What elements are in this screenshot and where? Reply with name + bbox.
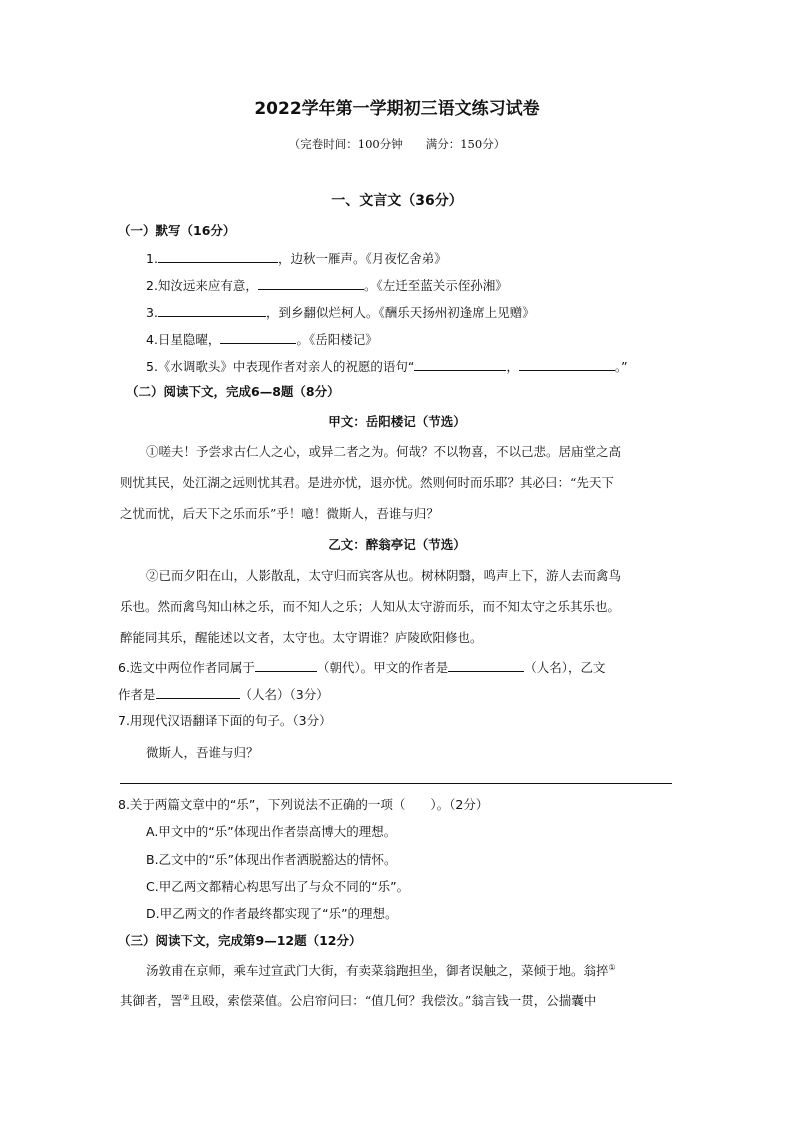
answer-blank[interactable]	[220, 330, 296, 344]
question-1	[146, 249, 447, 268]
passage-line	[120, 992, 596, 1010]
question-7: 7.用现代汉语翻译下面的句子。（3分）	[118, 713, 332, 728]
question-6-text: 作者是	[118, 687, 156, 702]
question-5-text: 5.《水调歌头》中表现作者对亲人的祝愿的语句“	[146, 359, 415, 374]
question-6-text: （人名）（3分）	[239, 687, 329, 702]
question-6-text: （朝代）。甲文的作者是	[316, 660, 449, 675]
exam-info: （完卷时间：100分钟 满分：150分）	[288, 137, 506, 151]
option-d: D.甲乙两文的作者最终都实现了“乐”的理想。	[146, 906, 398, 921]
answer-blank[interactable]	[519, 357, 615, 371]
answer-blank[interactable]	[258, 276, 364, 290]
question-5	[146, 357, 628, 376]
part1-heading: （一）默写（16分）	[118, 223, 236, 238]
option-a: A.甲文中的“乐”体现出作者崇高博大的理想。	[146, 824, 397, 839]
answer-blank[interactable]	[158, 249, 278, 263]
question-4-text: 4.日星隐曜，	[146, 332, 221, 347]
question-6	[118, 658, 605, 677]
passage-text: 且殴，索偿菜值。公启帘问曰：“值几何？我偿汝。”翁言钱一贯，公揣囊中	[189, 993, 597, 1008]
question-4	[146, 330, 378, 349]
question-1-text: ，边秋一雁声。《月夜忆舍弟》	[277, 251, 447, 266]
answer-blank[interactable]	[448, 658, 524, 672]
footnote-marker: ②	[182, 992, 190, 1002]
question-1-number: 1.	[146, 251, 158, 266]
question-6-text: 6.选文中两位作者同属于	[118, 660, 255, 675]
text-yi-line: 乐也。然而禽鸟知山林之乐，而不知人之乐；人知从太守游而乐，而不知太守之乐其乐也。	[120, 599, 621, 614]
answer-line[interactable]	[120, 783, 672, 784]
question-3	[146, 303, 535, 322]
question-6-text: （人名），乙文	[524, 660, 606, 675]
answer-blank[interactable]	[156, 685, 240, 699]
text-yi-line: 醉能同其乐，醒能述以文者，太守也。太守谓谁？庐陵欧阳修也。	[120, 630, 483, 645]
part3-heading: （三）阅读下文，完成第9—12题（12分）	[118, 933, 362, 948]
section-heading: 一、文言文（36分）	[331, 193, 463, 209]
text-jia-line: 则忧其民，处江湖之远则忧其君。是进亦忧，退亦忧。然则何时而乐耶？其必曰：“先天下	[120, 475, 614, 490]
question-6-cont	[118, 685, 329, 704]
question-4-source: 。《岳阳楼记》	[296, 332, 378, 347]
option-b: B.乙文中的“乐”体现出作者洒脱豁达的情怀。	[146, 852, 397, 867]
text-jia-line: ①嗟夫！予尝求古仁人之心，或异二者之为。何哉？不以物喜，不以己悲。居庙堂之高	[146, 444, 622, 459]
answer-blank[interactable]	[255, 658, 317, 672]
passage-line	[146, 962, 616, 980]
footnote-marker: ①	[608, 962, 616, 972]
question-2	[146, 276, 508, 295]
text-jia-line: 之忧而忧，后天下之乐而乐”乎！噫！微斯人，吾谁与归？	[120, 506, 439, 521]
text-jia-title: 甲文：岳阳楼记（节选）	[328, 414, 466, 429]
question-5-comma: ，	[506, 359, 519, 374]
option-c: C.甲乙两文都精心构思写出了与众不同的“乐”。	[146, 879, 410, 894]
question-2-text: 2.知汝远来应有意，	[146, 278, 258, 293]
question-3-number: 3.	[146, 305, 158, 320]
part2-heading: （二）阅读下文，完成6—8题（8分）	[126, 384, 340, 399]
text-yi-line: ②已而夕阳在山，人影散乱，太守归而宾客从也。树林阴翳，鸣声上下，游人去而禽鸟	[146, 568, 622, 583]
question-3-text: ，到乡翻似烂柯人。《酬乐天扬州初逢席上见赠》	[265, 305, 535, 320]
page-title: 2022学年第一学期初三语文练习试卷	[254, 99, 540, 119]
passage-text: 其御者，詈	[120, 993, 183, 1008]
text-yi-title: 乙文：醉翁亭记（节选）	[328, 537, 466, 552]
answer-blank[interactable]	[158, 303, 266, 317]
question-5-end: 。”	[614, 359, 628, 374]
answer-blank[interactable]	[414, 357, 506, 371]
passage-text: 汤敦甫在京师，乘车过宣武门大街，有卖菜翁跑担坐，御者误触之，菜倾于地。翁捽	[146, 963, 609, 978]
question-7-sentence: 微斯人，吾谁与归？	[146, 745, 259, 760]
question-8: 8.关于两篇文章中的“乐”，下列说法不正确的一项（ ）。（2分）	[118, 797, 489, 812]
question-2-source: 。《左迁至蓝关示侄孙湘》	[363, 278, 508, 293]
